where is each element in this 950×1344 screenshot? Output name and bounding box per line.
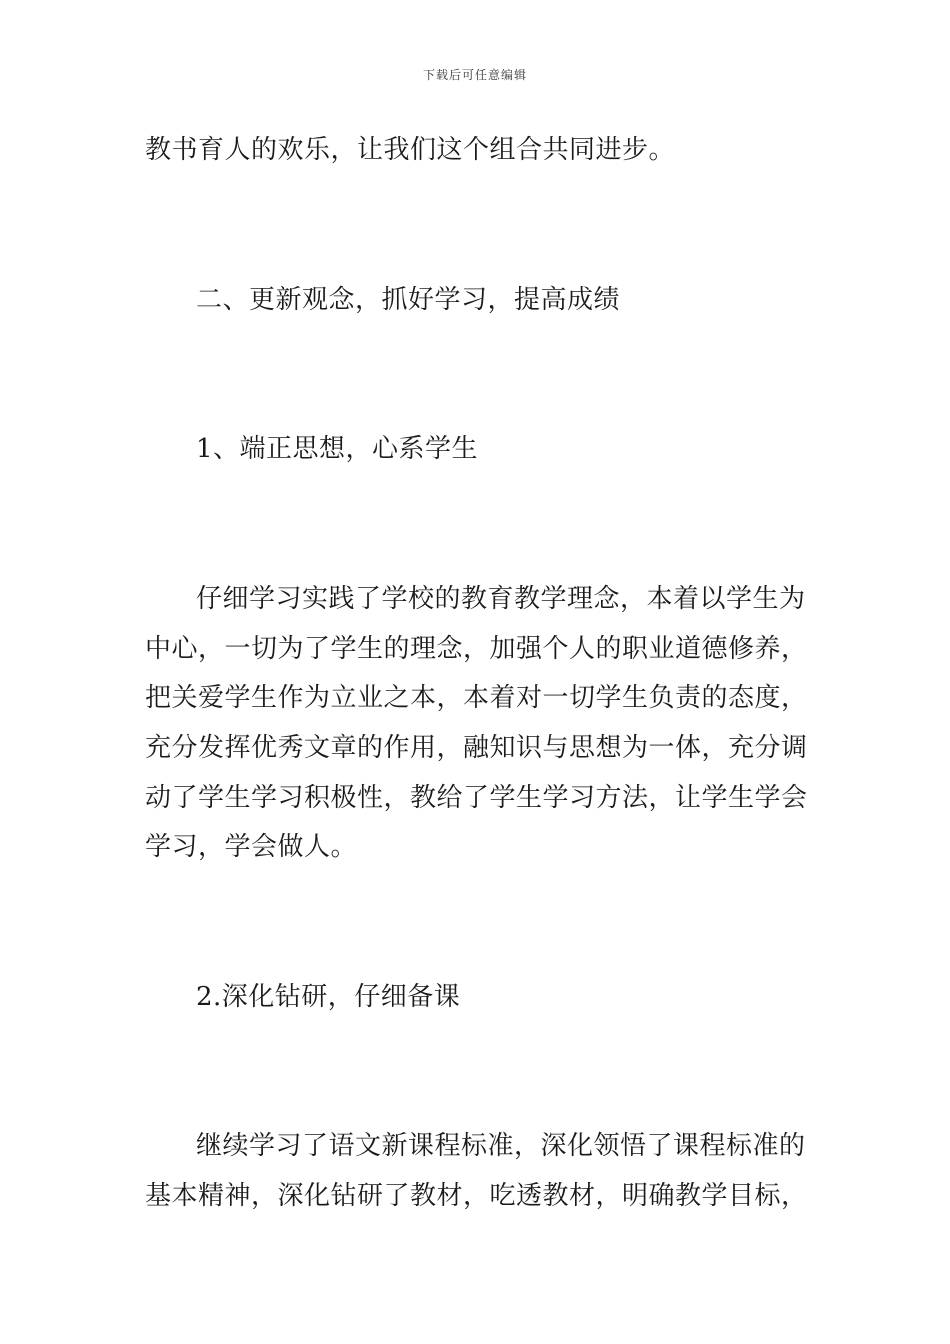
paragraph-line: 中心，一切为了学生的理念，加强个人的职业道德修养， xyxy=(145,634,808,664)
paragraph-line: 教书育人的欢乐，让我们这个组合共同进步。 xyxy=(145,135,676,165)
paragraph-line: 仔细学习实践了学校的教育教学理念，本着以学生为 xyxy=(196,584,806,614)
paragraph-line: 学习，学会做人。 xyxy=(145,832,358,862)
paragraph-line: 充分发挥优秀文章的作用，融知识与思想为一体，充分调 xyxy=(145,733,808,763)
header-note: 下载后可任意编辑 xyxy=(422,68,527,82)
section-heading: 二、更新观念，抓好学习，提高成绩 xyxy=(196,285,621,315)
subsection-heading: 1、端正思想，心系学生 xyxy=(196,434,479,464)
subsection-heading: 2.深化钻研，仔细备课 xyxy=(196,982,461,1012)
paragraph-line: 基本精神，深化钻研了教材，吃透教材，明确教学目标， xyxy=(145,1181,808,1211)
paragraph-line: 动了学生学习积极性，教给了学生学习方法，让学生学会 xyxy=(145,783,808,813)
paragraph-line: 继续学习了语文新课程标准，深化领悟了课程标准的 xyxy=(196,1131,806,1161)
paragraph-line: 把关爱学生作为立业之本，本着对一切学生负责的态度， xyxy=(145,683,808,713)
